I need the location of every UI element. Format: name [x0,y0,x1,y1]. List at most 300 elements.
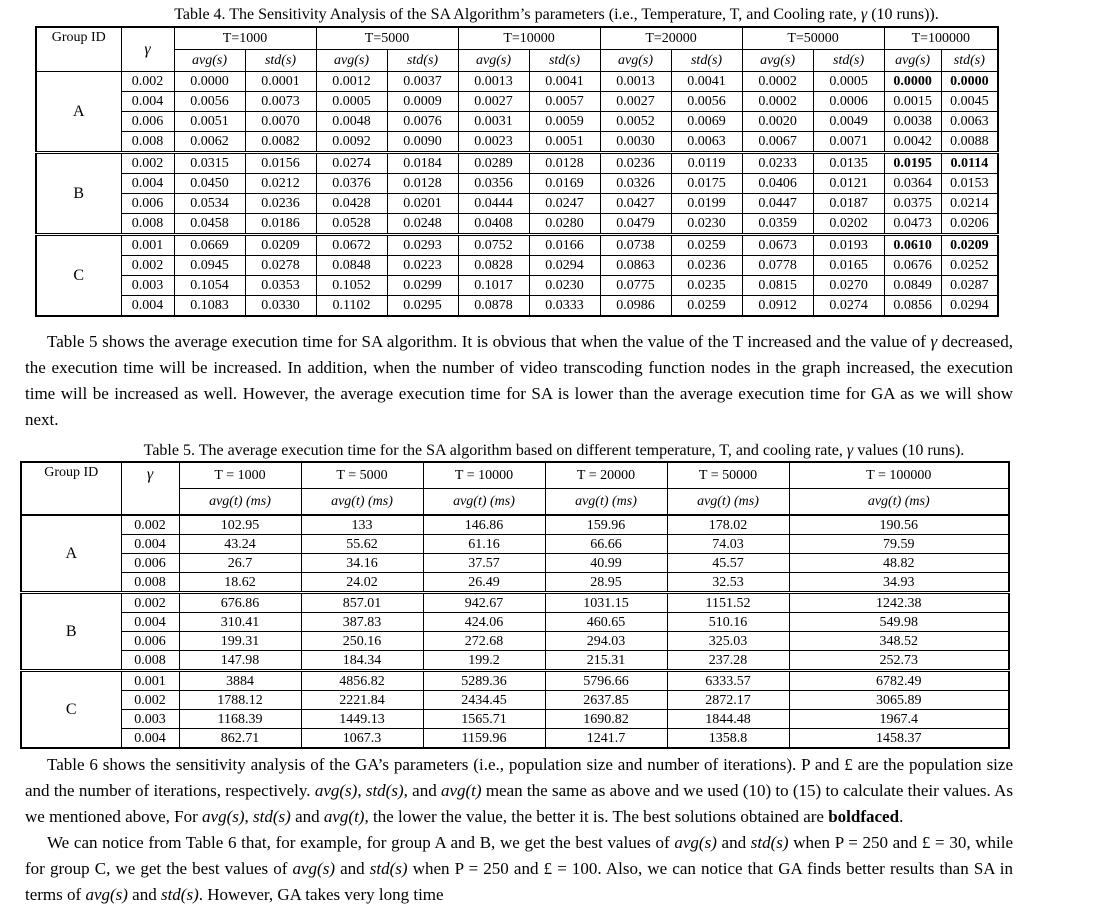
gamma-cell: 0.008 [121,651,179,671]
paragraph-sa-execution-time [25,329,1013,433]
value-cell: 0.0051 [529,132,600,153]
value-cell: 0.0002 [742,92,813,112]
value-cell: 510.16 [667,613,789,632]
value-cell: 1844.48 [667,710,789,729]
value-cell: 0.0000 [941,72,998,92]
value-cell: 45.57 [667,554,789,573]
gamma-header: γ [121,462,179,515]
value-cell: 190.56 [789,515,1009,535]
table-row [21,593,1009,613]
value-cell: 0.0295 [387,296,458,317]
table-row [36,174,998,194]
value-cell: 0.0041 [529,72,600,92]
value-cell: 26.49 [423,573,545,593]
temperature-header: T = 10000 [423,462,545,489]
group-id-cell: A [21,515,121,593]
text-run: , the lower the value, the better it is. The best solutions obtained are [364,807,829,826]
value-cell: 0.0042 [884,132,941,153]
value-cell: 549.98 [789,613,1009,632]
math-term: γ [846,442,854,459]
value-cell: 1690.82 [545,710,667,729]
group-id-cell: A [36,72,121,153]
value-cell: 0.0676 [884,256,941,276]
gamma-cell: 0.004 [121,613,179,632]
value-cell: 178.02 [667,515,789,535]
value-cell: 0.0534 [174,194,245,214]
text-run: We can notice from Table 6 that, for example, for group A and B, we get the best values of [47,833,675,852]
value-cell: 857.01 [301,593,423,613]
value-cell: 0.0299 [387,276,458,296]
math-term: std(s) [365,781,404,800]
value-cell: 0.0062 [174,132,245,153]
gamma-cell: 0.001 [121,235,174,256]
gamma-cell: 0.008 [121,214,174,235]
text-run: mean the same as above and we used (10) to (15) to calculate their values. As we mentioned above, For [25,781,1013,826]
value-cell: 0.1102 [316,296,387,317]
gamma-cell: 0.002 [121,691,179,710]
paragraph-table6-discussion [25,830,1013,908]
value-cell: 0.0023 [458,132,529,153]
value-cell: 237.28 [667,651,789,671]
value-cell: 0.0156 [245,153,316,174]
value-cell: 147.98 [179,651,301,671]
text-run: . [899,807,904,826]
value-cell: 0.0270 [813,276,884,296]
value-cell: 0.0828 [458,256,529,276]
value-cell: 0.0447 [742,194,813,214]
gamma-header: γ [121,27,174,72]
value-cell: 0.0020 [742,112,813,132]
value-cell: 310.41 [179,613,301,632]
value-cell: 0.0408 [458,214,529,235]
header-row [36,27,998,50]
value-cell: 32.53 [667,573,789,593]
value-cell: 28.95 [545,573,667,593]
value-cell: 2872.17 [667,691,789,710]
table-row [21,710,1009,729]
value-cell: 0.0193 [813,235,884,256]
gamma-cell: 0.004 [121,92,174,112]
value-cell: 0.0195 [884,153,941,174]
value-cell: 0.0071 [813,132,884,153]
value-cell: 1458.37 [789,729,1009,749]
text-run: Table 4. The Sensitivity Analysis of the SA Algorithm’s parameters (i.e., Temperature, T, and Cooling rate, [174,6,861,23]
value-cell: 0.0175 [671,174,742,194]
value-cell: 0.0444 [458,194,529,214]
table-row [36,235,998,256]
table-row [36,214,998,235]
text-run: , [244,807,254,826]
table-row [21,554,1009,573]
gamma-cell: 0.002 [121,256,174,276]
math-term: avg(s) [314,781,358,800]
value-cell: 5796.66 [545,671,667,691]
execution-time-table [20,461,1010,749]
value-cell: 0.0070 [245,112,316,132]
gamma-cell: 0.002 [121,515,179,535]
group-id-cell: C [36,235,121,317]
value-cell: 0.0863 [600,256,671,276]
value-cell: 18.62 [179,573,301,593]
value-cell: 0.0002 [742,72,813,92]
table-row [36,296,998,317]
gamma-cell: 0.006 [121,194,174,214]
math-term: std(s) [750,833,789,852]
metric-header: avg(s) [458,50,529,72]
value-cell: 0.0005 [316,92,387,112]
value-cell: 0.0330 [245,296,316,317]
value-cell: 0.0209 [245,235,316,256]
value-cell: 215.31 [545,651,667,671]
value-cell: 0.0038 [884,112,941,132]
value-cell: 0.0945 [174,256,245,276]
table-row [36,132,998,153]
metric-header: avg(t) (ms) [423,489,545,516]
value-cell: 0.0184 [387,153,458,174]
temperature-header: T=5000 [316,27,458,50]
gamma-cell: 0.004 [121,729,179,749]
metric-header: std(s) [813,50,884,72]
value-cell: 0.0912 [742,296,813,317]
group-id-cell: B [21,593,121,671]
text-run: when P = 250 and £ = 30, while for group C, we get the best values of [25,833,1014,878]
value-cell: 0.0375 [884,194,941,214]
math-term: std(s) [253,807,291,826]
value-cell: 250.16 [301,632,423,651]
gamma-cell: 0.008 [121,132,174,153]
value-cell: 0.0092 [316,132,387,153]
value-cell: 184.34 [301,651,423,671]
gamma-cell: 0.002 [121,153,174,174]
temperature-header: T = 100000 [789,462,1009,489]
value-cell: 0.0333 [529,296,600,317]
value-cell: 0.0294 [529,256,600,276]
value-cell: 0.0280 [529,214,600,235]
value-cell: 294.03 [545,632,667,651]
value-cell: 0.0673 [742,235,813,256]
value-cell: 0.0274 [316,153,387,174]
value-cell: 0.0986 [600,296,671,317]
table-row [36,72,998,92]
text-run: Table 5 shows the average execution time for SA algorithm. It is obvious that when the value of the T increased and the value of [47,332,931,351]
value-cell: 0.0230 [671,214,742,235]
value-cell: 0.0406 [742,174,813,194]
value-cell: 0.0057 [529,92,600,112]
value-cell: 0.0165 [813,256,884,276]
value-cell: 1242.38 [789,593,1009,613]
table-row [36,153,998,174]
value-cell: 0.0752 [458,235,529,256]
value-cell: 0.0849 [884,276,941,296]
temperature-header: T=10000 [458,27,600,50]
value-cell: 0.0049 [813,112,884,132]
gamma-cell: 0.006 [121,632,179,651]
value-cell: 676.86 [179,593,301,613]
value-cell: 199.31 [179,632,301,651]
gamma-cell: 0.003 [121,276,174,296]
metric-header: avg(t) (ms) [667,489,789,516]
value-cell: 0.0778 [742,256,813,276]
value-cell: 34.93 [789,573,1009,593]
value-cell: 0.0012 [316,72,387,92]
value-cell: 1358.8 [667,729,789,749]
value-cell: 0.0259 [671,235,742,256]
value-cell: 0.0073 [245,92,316,112]
value-cell: 0.0045 [941,92,998,112]
value-cell: 0.0427 [600,194,671,214]
value-cell: 0.0214 [941,194,998,214]
value-cell: 0.0076 [387,112,458,132]
value-cell: 942.67 [423,593,545,613]
value-cell: 0.0000 [174,72,245,92]
temperature-header: T = 20000 [545,462,667,489]
group-id-cell: B [36,153,121,235]
temperature-header: T=20000 [600,27,742,50]
value-cell: 0.0069 [671,112,742,132]
value-cell: 0.0212 [245,174,316,194]
metric-header: std(s) [245,50,316,72]
value-cell: 0.0230 [529,276,600,296]
table-row [21,632,1009,651]
table-row [21,651,1009,671]
value-cell: 0.0202 [813,214,884,235]
value-cell: 159.96 [545,515,667,535]
value-cell: 0.0067 [742,132,813,153]
group-id-header: Group ID [21,462,121,515]
math-term: γ [930,332,938,351]
value-cell: 0.1083 [174,296,245,317]
value-cell: 0.0848 [316,256,387,276]
value-cell: 24.02 [301,573,423,593]
value-cell: 0.0458 [174,214,245,235]
math-term: std(s) [160,885,199,904]
math-term: avg(s) [292,859,335,878]
value-cell: 34.16 [301,554,423,573]
table-row [21,573,1009,593]
text-run: , [357,781,366,800]
temperature-header: T = 50000 [667,462,789,489]
value-cell: 1168.39 [179,710,301,729]
value-cell: 0.0248 [387,214,458,235]
value-cell: 4856.82 [301,671,423,691]
value-cell: 0.0376 [316,174,387,194]
value-cell: 2637.85 [545,691,667,710]
value-cell: 0.0236 [245,194,316,214]
text-run: Table 6 shows the sensitivity analysis of the GA’s parameters (i.e., population size and number of iterations). P and £ are the population size and the number of iterations, respectively. [25,755,1013,800]
value-cell: 0.0450 [174,174,245,194]
metric-header: avg(s) [742,50,813,72]
text-run: and [127,885,161,904]
value-cell: 0.0063 [671,132,742,153]
value-cell: 0.0364 [884,174,941,194]
value-cell: 102.95 [179,515,301,535]
value-cell: 48.82 [789,554,1009,573]
value-cell: 1241.7 [545,729,667,749]
value-cell: 0.0051 [174,112,245,132]
value-cell: 0.0128 [529,153,600,174]
value-cell: 0.0235 [671,276,742,296]
value-cell: 0.1017 [458,276,529,296]
header-row [21,462,1009,489]
temperature-header: T=50000 [742,27,884,50]
value-cell: 0.0135 [813,153,884,174]
sensitivity-analysis-table [35,26,999,317]
value-cell: 0.0247 [529,194,600,214]
value-cell: 0.0252 [941,256,998,276]
subheader-row [36,50,998,72]
metric-header: std(s) [671,50,742,72]
metric-header: std(s) [941,50,998,72]
math-term: avg(t) [440,781,482,800]
text-run: values (10 runs). [853,442,965,459]
value-cell: 424.06 [423,613,545,632]
temperature-header: T=1000 [174,27,316,50]
gamma-cell: 0.004 [121,174,174,194]
value-cell: 0.0031 [458,112,529,132]
value-cell: 1159.96 [423,729,545,749]
value-cell: 0.0013 [600,72,671,92]
value-cell: 0.0233 [742,153,813,174]
value-cell: 0.0009 [387,92,458,112]
value-cell: 199.2 [423,651,545,671]
value-cell: 0.0169 [529,174,600,194]
value-cell: 26.7 [179,554,301,573]
value-cell: 0.0479 [600,214,671,235]
value-cell: 862.71 [179,729,301,749]
value-cell: 0.0030 [600,132,671,153]
value-cell: 0.0088 [941,132,998,153]
value-cell: 0.0082 [245,132,316,153]
value-cell: 0.0278 [245,256,316,276]
temperature-header: T=100000 [884,27,998,50]
metric-header: std(s) [387,50,458,72]
gamma-cell: 0.006 [121,554,179,573]
value-cell: 133 [301,515,423,535]
value-cell: 0.0119 [671,153,742,174]
temperature-header: T = 1000 [179,462,301,489]
value-cell: 0.0236 [671,256,742,276]
metric-header: avg(t) (ms) [301,489,423,516]
value-cell: 0.0037 [387,72,458,92]
text-run: Table 5. The average execution time for the SA algorithm based on different temperature, T, and cooling rate, [143,442,847,459]
text-run: and [335,859,370,878]
math-term: avg(s) [674,833,717,852]
value-cell: 0.0166 [529,235,600,256]
value-cell: 0.0610 [884,235,941,256]
value-cell: 0.0041 [671,72,742,92]
value-cell: 460.65 [545,613,667,632]
table-row [36,194,998,214]
metric-header: avg(s) [600,50,671,72]
value-cell: 0.0153 [941,174,998,194]
value-cell: 0.0027 [600,92,671,112]
table-row [21,729,1009,749]
value-cell: 0.0428 [316,194,387,214]
value-cell: 325.03 [667,632,789,651]
gamma-cell: 0.002 [121,72,174,92]
table-row [21,671,1009,691]
math-term: γ [860,6,868,23]
value-cell: 1565.71 [423,710,545,729]
value-cell: 0.0000 [884,72,941,92]
value-cell: 0.0048 [316,112,387,132]
gamma-cell: 0.004 [121,296,174,317]
value-cell: 0.0013 [458,72,529,92]
value-cell: 0.0294 [941,296,998,317]
value-cell: 0.0775 [600,276,671,296]
math-term: std(s) [369,859,408,878]
group-id-header: Group ID [36,27,121,72]
value-cell: 43.24 [179,535,301,554]
value-cell: 387.83 [301,613,423,632]
value-cell: 0.0738 [600,235,671,256]
value-cell: 0.1052 [316,276,387,296]
metric-header: avg(s) [174,50,245,72]
gamma-cell: 0.001 [121,671,179,691]
value-cell: 0.0056 [671,92,742,112]
value-cell: 66.66 [545,535,667,554]
value-cell: 0.0274 [813,296,884,317]
text-run: (10 runs)). [867,6,939,23]
table-row [36,112,998,132]
math-term: avg(s) [85,885,128,904]
math-term: avg(t) [323,807,365,826]
value-cell: 55.62 [301,535,423,554]
value-cell: 348.52 [789,632,1009,651]
metric-header: avg(s) [316,50,387,72]
value-cell: 0.0187 [813,194,884,214]
gamma-cell: 0.002 [121,593,179,613]
value-cell: 0.0090 [387,132,458,153]
value-cell: 1788.12 [179,691,301,710]
metric-header: avg(t) (ms) [545,489,667,516]
value-cell: 0.0015 [884,92,941,112]
text-run: when P = 250 and £ = 100. Also, we can notice that GA finds better results than SA in terms of [25,859,1013,904]
value-cell: 0.0236 [600,153,671,174]
value-cell: 0.0059 [529,112,600,132]
value-cell: 0.0186 [245,214,316,235]
text-run: and [716,833,751,852]
metric-header: avg(s) [884,50,941,72]
text-run: and [290,807,324,826]
table-row [36,276,998,296]
value-cell: 5289.36 [423,671,545,691]
value-cell: 0.0315 [174,153,245,174]
value-cell: 0.0206 [941,214,998,235]
value-cell: 0.0006 [813,92,884,112]
value-cell: 3884 [179,671,301,691]
value-cell: 1449.13 [301,710,423,729]
value-cell: 0.0063 [941,112,998,132]
value-cell: 6333.57 [667,671,789,691]
value-cell: 1151.52 [667,593,789,613]
value-cell: 0.0672 [316,235,387,256]
value-cell: 0.0856 [884,296,941,317]
value-cell: 0.0287 [941,276,998,296]
value-cell: 0.0326 [600,174,671,194]
value-cell: 1967.4 [789,710,1009,729]
value-cell: 0.0669 [174,235,245,256]
table5-title [20,442,1088,460]
bold-text: boldfaced [828,807,900,826]
value-cell: 1031.15 [545,593,667,613]
value-cell: 2221.84 [301,691,423,710]
value-cell: 272.68 [423,632,545,651]
gamma-cell: 0.006 [121,112,174,132]
value-cell: 61.16 [423,535,545,554]
gamma-cell: 0.004 [121,535,179,554]
value-cell: 0.0121 [813,174,884,194]
